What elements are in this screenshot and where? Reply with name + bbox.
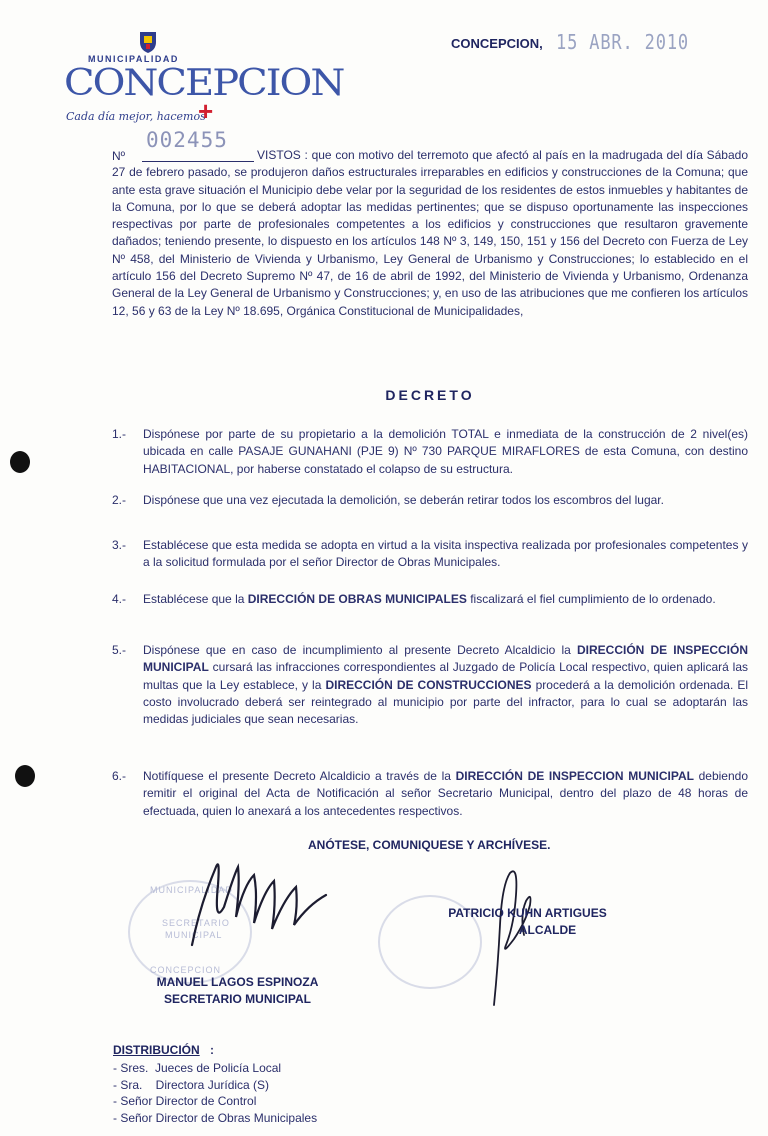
item-text-part: procederá a la demolición ordenada. El costo involucrado deberá ser reintegrado al municipio por parte del infractor, para lo cual se adoptarán las medidas judiciales que sean necesarias.	[143, 677, 749, 727]
decree-item	[112, 768, 748, 820]
crest-icon	[138, 30, 158, 54]
logo-cross-icon: +	[198, 96, 214, 126]
item-text-part: fiscalizará el fiel cumplimiento de lo ordenado.	[466, 592, 716, 606]
item-text-part: debiendo remitir el original del Acta de Notificación al señor Secretario Municipal, dentro del plazo de 48 horas de efectuada, quien lo anexará a los antecedentes respectivos.	[143, 769, 748, 818]
item-bold-text: DIRECCIÓN DE INSPECCIÓN MUNICIPAL	[143, 643, 748, 675]
item-bold-text: DIRECCIÓN DE OBRAS MUNICIPALES	[247, 592, 467, 606]
item-bold-text: DIRECCIÓN DE CONSTRUCCIONES	[325, 677, 532, 692]
item-bold-text: DIRECCIÓN DE INSPECCION MUNICIPAL	[455, 769, 694, 783]
secretary-role: SECRETARIO MUNICIPAL	[164, 992, 311, 1006]
item-text	[143, 642, 748, 728]
secretary-name: MANUEL LAGOS ESPINOZA	[156, 975, 319, 989]
distribution-item: - Señor Director de Control	[113, 1094, 257, 1108]
logo-top-text: MUNICIPALIDAD	[88, 54, 179, 64]
item-text	[143, 591, 748, 608]
distribution-list	[113, 1060, 317, 1126]
item-text-part: Dispónese que una vez ejecutada la demolición, se deberán retirar todos los escombros del lugar.	[143, 493, 664, 507]
decree-item	[112, 642, 748, 728]
item-text-part: Dispónese que en caso de incumplimiento al presente Decreto Alcaldicio la	[143, 643, 577, 657]
item-text-part: cursará las infracciones correspondientes al Juzgado de Policía Local respectivo, quien aplicará las multas que la Ley establece, y la	[143, 660, 748, 692]
decree-item	[112, 426, 748, 478]
item-number: 1.-	[112, 427, 127, 441]
logo-name: CONCEPCION	[64, 61, 344, 105]
distribution-item: - Señor Director de Obras Municipales	[113, 1110, 318, 1125]
distribution-title: DISTRIBUCIÓN	[113, 1043, 200, 1057]
seal-text: MUNICIPALIDAD	[150, 885, 233, 895]
item-number: 5.-	[112, 643, 127, 657]
seal-text: MUNICIPAL	[165, 930, 223, 940]
distribution-item: - Sra. Directora Jurídica (S)	[113, 1077, 270, 1092]
item-number: 6.-	[112, 769, 127, 783]
decree-number: 002455	[146, 128, 228, 152]
distribution-colon: :	[210, 1043, 214, 1057]
punch-hole	[15, 765, 35, 787]
secretary-signature-block	[140, 974, 335, 1008]
decree-item	[112, 537, 748, 572]
mayor-name: PATRICIO KUHN ARTIGUES	[448, 906, 607, 920]
vistos-paragraph: VISTOS : que con motivo del terremoto que afectó al país en la madrugada del día Sábado 27 de febrero pasado, se produjeron daños estructurales irreparables en edificios y construcciones de la Comuna; que ante esta grave situación el Municipio debe velar por la seguridad de los residentes de estos inmuebles y habitantes de la Comuna, por lo que se deberá adoptar las medidas pertinentes; que se dispuso oportunamente las inspecciones respectivas por parte de profesionales competentes a los edificios y construcciones que resultaron gravemente dañados; teniendo presente, lo dispuesto en los artículos 148 Nº 3, 149, 150, 151 y 156 del Decreto con Fuerza de Ley Nº 458, del Ministerio de Vivienda y Urbanismo, Ley General de Urbanismo y Construcciones; lo establecido en el artículo 156 del Decreto Supremo Nº 47, de 16 de abril de 1992, del Ministerio de Vivienda y Urbanismo, Ordenanza General de la Ley General de Urbanismo y Construcciones; y, en uso de las atribuciones que me confieren los artículos 12, 56 y 63 de la Ley Nº 18.695, Orgánica Constitucional de Municipalidades,	[112, 148, 748, 318]
decree-title: DECRETO	[385, 387, 475, 403]
decree-item	[112, 492, 748, 509]
item-text	[143, 768, 748, 820]
decree-item	[112, 591, 748, 608]
item-text	[143, 492, 748, 509]
municipality-logo	[60, 30, 344, 135]
mayor-role: ALCALDE	[518, 923, 577, 937]
date-stamp: 15 ABR. 2010	[556, 30, 690, 54]
decree-number-label: Nº	[112, 149, 126, 163]
item-text-part: Dispónese por parte de su propietario a la demolición TOTAL e inmediata de la construcción de 2 nivel(es) ubicada en calle PASAJE GUNAHANI (PJE 9) Nº 730 PARQUE MIRAFLORES de esta Comuna, con destino HABITACIONAL, por haberse constatado el colapso de su estructura.	[143, 427, 748, 476]
distribution-item: - Sres. Jueces de Policía Local	[113, 1061, 282, 1075]
seal-text: CONCEPCION	[150, 965, 222, 975]
mayor-signature-block	[430, 905, 625, 939]
item-text-part: Establécese que esta medida se adopta en virtud a la visita inspectiva realizada por profesionales competentes y a la solicitud formulada por el señor Director de Obras Municipales.	[143, 538, 748, 570]
closing-formula: ANÓTESE, COMUNIQUESE Y ARCHÍVESE.	[308, 838, 551, 852]
punch-hole	[10, 451, 30, 473]
item-text-part: Notifíquese el presente Decreto Alcaldicio a través de la	[143, 769, 456, 783]
seal-text: SECRETARIO	[162, 918, 230, 928]
item-number: 2.-	[112, 493, 127, 507]
item-text	[143, 537, 748, 572]
city-label: CONCEPCION,	[451, 36, 543, 51]
logo-slogan: Cada día mejor, hacemos	[66, 110, 206, 123]
secretary-signature	[180, 845, 350, 955]
item-number: 4.-	[112, 592, 127, 606]
item-number: 3.-	[112, 538, 127, 552]
item-text-part: Establécese que la	[143, 592, 248, 606]
item-text	[143, 426, 748, 478]
